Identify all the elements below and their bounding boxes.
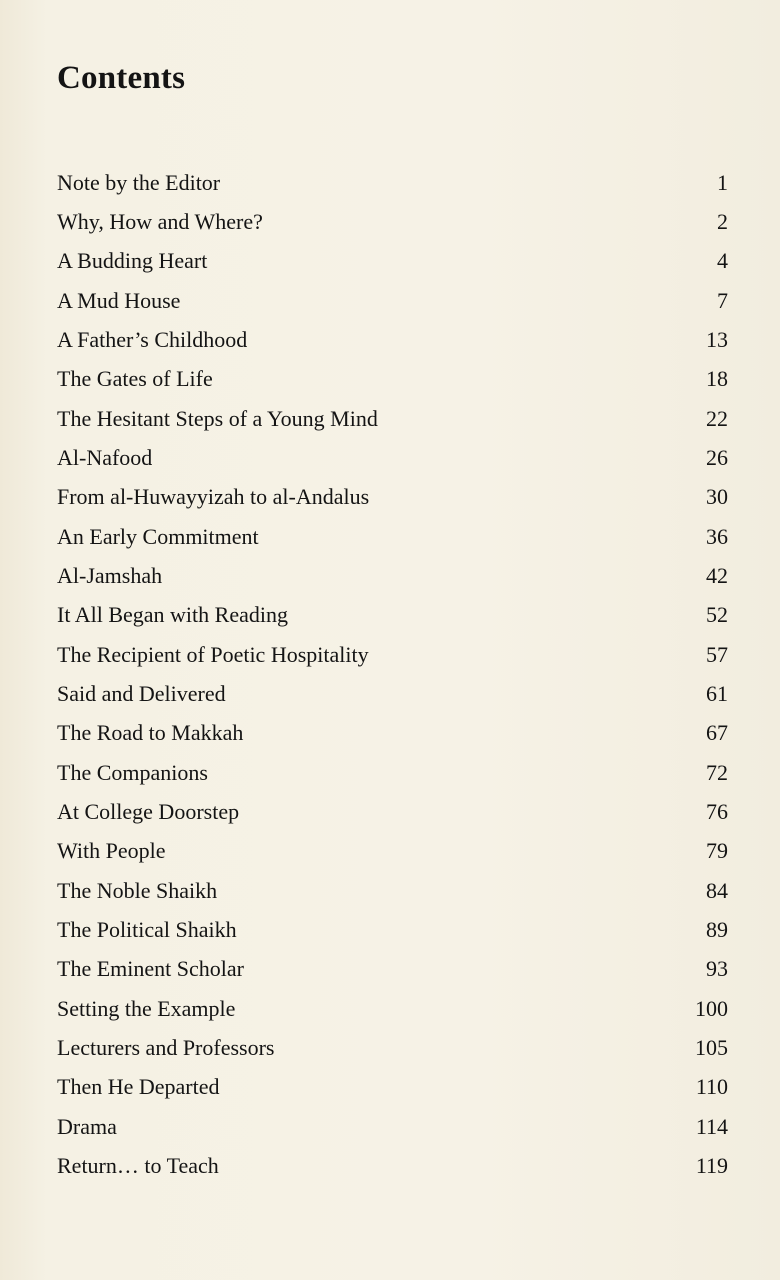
- toc-entry-title: Note by the Editor: [57, 170, 221, 195]
- toc-entry-title: The Recipient of Poetic Hospitality: [57, 642, 369, 667]
- toc-entry-page: 119: [695, 1153, 728, 1178]
- toc-entry-title: Return… to Teach: [57, 1153, 219, 1178]
- toc-entry-title: The Gates of Life: [57, 366, 213, 391]
- toc-entry: [57, 876, 728, 906]
- toc-entry: [57, 443, 728, 473]
- toc-entry-title: The Companions: [57, 760, 208, 785]
- toc-entry-page: 36: [706, 524, 728, 549]
- toc-entry: [57, 246, 728, 276]
- toc-entry: [57, 286, 728, 316]
- toc-entry: [57, 482, 728, 512]
- toc-entry: [57, 207, 728, 237]
- toc-entry-page: 18: [706, 366, 728, 391]
- toc-entry-title: It All Began with Reading: [57, 602, 288, 627]
- toc-entry-title: A Father’s Childhood: [57, 327, 248, 352]
- toc-entry-page: 105: [695, 1035, 728, 1060]
- toc-entry: [57, 640, 728, 670]
- toc-entry: [57, 561, 728, 591]
- toc-entry: [57, 915, 728, 945]
- toc-entry-title: Drama: [57, 1114, 117, 1139]
- toc-entry: [57, 600, 728, 630]
- toc-entry: [57, 364, 728, 394]
- toc-entry-title: Lecturers and Professors: [57, 1035, 275, 1060]
- toc-entry-page: 1: [717, 170, 728, 195]
- toc-entry: [57, 836, 728, 866]
- toc-entry-page: 114: [695, 1114, 728, 1139]
- toc-entry-page: 76: [706, 799, 728, 824]
- toc-entry-title: The Political Shaikh: [57, 917, 237, 942]
- toc-entry-page: 67: [706, 720, 728, 745]
- toc-entry-page: 42: [706, 563, 728, 588]
- toc-entry-title: Why, How and Where?: [57, 209, 263, 234]
- toc-entry: [57, 797, 728, 827]
- toc-entry-title: The Hesitant Steps of a Young Mind: [57, 406, 378, 431]
- page-title: Contents: [57, 60, 186, 96]
- toc-entry-page: 79: [706, 838, 728, 863]
- toc-entry-page: 61: [706, 681, 728, 706]
- toc-entry-page: 110: [695, 1074, 728, 1099]
- toc-entry-title: The Eminent Scholar: [57, 956, 244, 981]
- toc-entry-title: The Noble Shaikh: [57, 878, 218, 903]
- toc-entry-page: 22: [706, 406, 728, 431]
- toc-entry-title: With People: [57, 838, 166, 863]
- toc-entry: [57, 522, 728, 552]
- toc-entry: [57, 718, 728, 748]
- toc-entry-title: The Road to Makkah: [57, 720, 244, 745]
- toc-entry-page: 84: [706, 878, 728, 903]
- toc-entry-title: From al-Huwayyizah to al-Andalus: [57, 484, 370, 509]
- toc-entry-page: 100: [695, 996, 728, 1021]
- toc-entry: [57, 758, 728, 788]
- toc-entry-title: At College Doorstep: [57, 799, 240, 824]
- toc-entry-page: 57: [706, 642, 728, 667]
- toc-entry-title: Al-Jamshah: [57, 563, 163, 588]
- toc-entry: [57, 994, 728, 1024]
- toc-entry: [57, 1072, 728, 1102]
- toc-entry-page: 7: [717, 288, 728, 313]
- toc-entry-title: An Early Commitment: [57, 524, 259, 549]
- toc-entry-page: 52: [706, 602, 728, 627]
- toc-entry-title: Said and Delivered: [57, 681, 226, 706]
- toc-entry: [57, 404, 728, 434]
- toc-entry: [57, 325, 728, 355]
- toc-entry: [57, 1151, 728, 1181]
- toc-entry: [57, 679, 728, 709]
- toc-entry-page: 2: [717, 209, 728, 234]
- toc-entry-page: 4: [717, 248, 728, 273]
- toc-entry-page: 13: [706, 327, 728, 352]
- toc-entry-title: A Mud House: [57, 288, 181, 313]
- toc-entry-page: 72: [706, 760, 728, 785]
- toc-entry-page: 26: [706, 445, 728, 470]
- toc-entry: [57, 1033, 728, 1063]
- toc-entry-title: Then He Departed: [57, 1074, 220, 1099]
- toc-entry: [57, 954, 728, 984]
- toc-entry-page: 89: [706, 917, 728, 942]
- toc-entry: [57, 1112, 728, 1142]
- toc-entry-title: A Budding Heart: [57, 248, 208, 273]
- toc-entry-page: 93: [706, 956, 728, 981]
- toc-entry-page: 30: [706, 484, 728, 509]
- toc-entry-title: Al-Nafood: [57, 445, 153, 470]
- toc-entry-title: Setting the Example: [57, 996, 236, 1021]
- toc-entry: [57, 168, 728, 198]
